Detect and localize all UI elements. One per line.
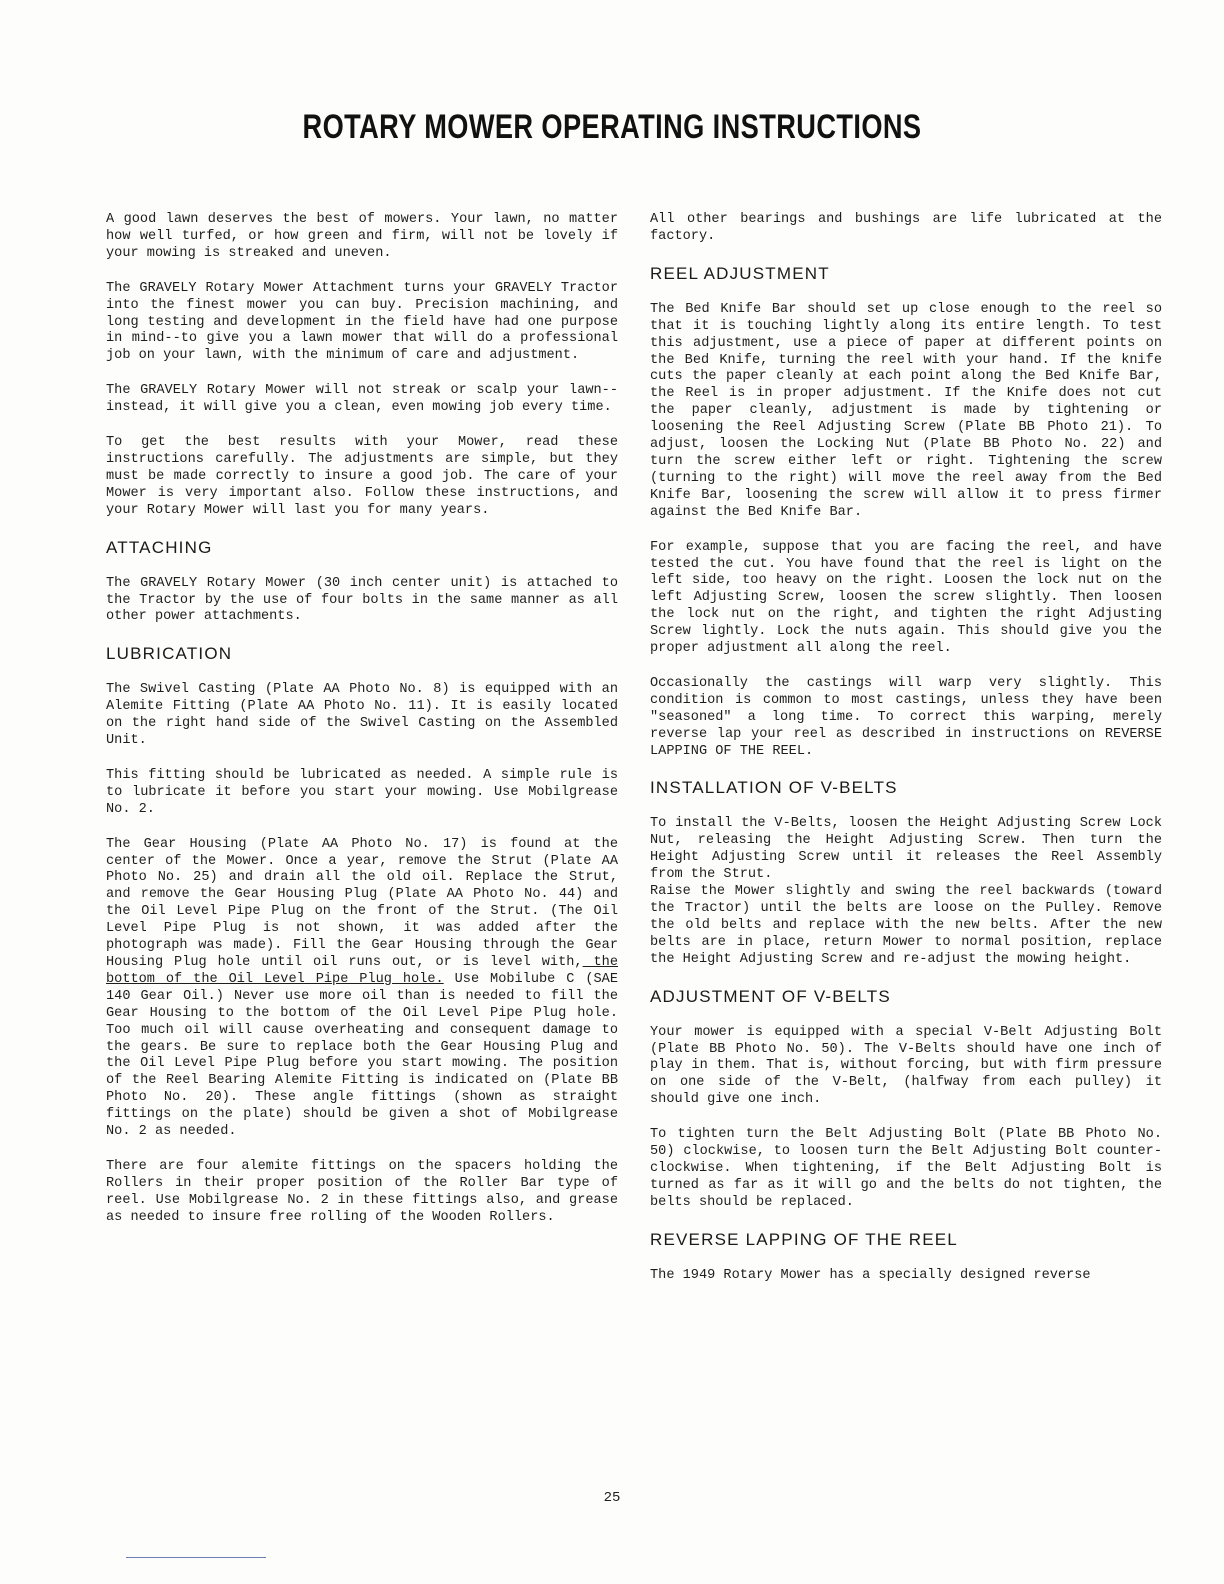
gear-housing-text-continued: Use Mobilube C (SAE 140 Gear Oil.) Never use more oil than is needed to fill the Gear Housing to the bottom of the Oil Level Pipe Plug hole. Too much oil will cause overheating and consequent damage to the gears. Be sure to replace both the Gear Housing Plug and the Oil Level Pipe Plug before you start mowing. The position of the Reel Bearing Alemite Fitting is indicated on (Plate BB Photo No. 20). These angle fittings (shown as straight fittings on the plate) should be given a shot of Mobilgrease No. 2 as needed. [106, 971, 618, 1140]
belt-adjustment-paragraph: Your mower is equipped with a special V-Belt Adjusting Bolt (Plate BB Photo No. 50). The V-Belts should have one inch of play in them. That is, without forcing, but with firm pressure on one side of the V-Belt, (halfway from each pulley) it should give one inch. [650, 1024, 1162, 1108]
lubrication-paragraph: The Swivel Casting (Plate AA Photo No. 8) is equipped with an Alemite Fitting (Plate AA Photo No. 11). It is easily located on the right hand side of the Swivel Casting on the Assembled Unit. [106, 682, 618, 749]
installation-heading: INSTALLATION OF V-BELTS [650, 778, 898, 798]
gear-housing-paragraph [106, 837, 618, 1141]
lubrication-paragraph: This fitting should be lubricated as needed. A simple rule is to lubricate it before you start your mowing. Use Mobilgrease No. 2. [106, 767, 618, 817]
rollers-paragraph: There are four alemite fittings on the spacers holding the Rollers in their proper position of the Roller Bar type of reel. Use Mobilgrease No. 2 in these fittings also, and grease as needed to insure free rolling of the Wooden Rollers. [106, 1158, 618, 1225]
left-column [106, 212, 618, 1245]
gear-housing-underlined-text: the bottom of the Oil Level Pipe Plug hole. [106, 955, 618, 987]
bottom-divider [126, 1557, 266, 1558]
belt-adjustment-heading: ADJUSTMENT OF V-BELTS [650, 986, 891, 1006]
page-number: 25 [603, 1490, 621, 1506]
installation-paragraph: To install the V-Belts, loosen the Height Adjusting Screw Lock Nut, releasing the Height Adjusting Screw. Then turn the Height Adjusting Screw until it releases the Reel Assembly from the Strut. Raise the Mower slightly and swing the reel backwards (toward the Tractor) until the belts are loose on the Pulley. Remove the old belts and replace with the new belts. After the new belts are in place, return Mower to normal position, replace the Height Adjusting Screw and re-adjust the mowing height. [650, 816, 1162, 967]
reel-adjustment-paragraph: Occasionally the castings will warp very slightly. This condition is common to most castings, unless they have been "seasoned" a long time. To correct this warping, merely reverse lap your reel as described in instructions on REVERSE LAPPING OF THE REEL. [650, 675, 1162, 759]
attaching-heading: ATTACHING [106, 537, 213, 557]
page-title: ROTARY MOWER OPERATING INSTRUCTIONS [302, 108, 922, 146]
lubrication-heading: LUBRICATION [106, 644, 233, 664]
reverse-lapping-heading: REVERSE LAPPING OF THE REEL [650, 1229, 958, 1249]
reel-adjustment-paragraph: The Bed Knife Bar should set up close enough to the reel so that it is touching lightly along its entire length. To test this adjustment, use a piece of paper at different points on the Bed Knife, turning the reel with your hand. If the knife cuts the paper cleanly at each point along the Bed Knife Bar, the Reel is in proper adjustment. If the Knife does not cut the paper cleanly, adjustment is made by tightening or loosening the Reel Adjusting Screw (Plate BB Photo 21). To adjust, loosen the Locking Nut (Plate BB Photo No. 22) and turn the screw either left or right. Tightening the screw (turning to the right) will move the reel away from the Bed Knife Bar, loosening the screw will allow it to press firmer against the Bed Knife Bar. [650, 301, 1162, 520]
attaching-paragraph: The GRAVELY Rotary Mower (30 inch center unit) is attached to the Tractor by the use of four bolts in the same manner as all other power attachments. [106, 575, 618, 625]
right-column [650, 212, 1162, 1303]
intro-paragraph: To get the best results with your Mower, read these instructions carefully. The adjustments are simple, but they must be made correctly to insure a good job. The care of your Mower is very important also. Follow these instructions, and your Rotary Mower will last you for many years. [106, 435, 618, 518]
gear-housing-text: The Gear Housing (Plate AA Photo No. 17) is found at the center of the Mower. Once a year, remove the Strut (Plate AA Photo No. 25) and drain all the old oil. Replace the Strut, and remove the Gear Housing Plug (Plate AA Photo No. 44) and the Oil Level Pipe Plug on the front of the Strut. (The Oil Level Pipe Plug is not shown, it was added after the photograph was made). Fill the Gear Housing through the Gear Housing Plug hole until oil runs out, or is level with, [106, 836, 618, 970]
reverse-lapping-paragraph: The 1949 Rotary Mower has a specially designed reverse [650, 1267, 1091, 1283]
intro-paragraph: The GRAVELY Rotary Mower will not streak or scalp your lawn--instead, it will give you a clean, even mowing job every time. [106, 383, 618, 416]
belt-adjustment-paragraph: To tighten turn the Belt Adjusting Bolt (Plate BB Photo No. 50) clockwise, to loosen turn the Belt Adjusting Bolt counter-clockwise. When tightening, if the Belt Adjusting Bolt is turned as far as it will go and the belts do not tighten, the belts should be replaced. [650, 1127, 1162, 1210]
bearings-paragraph: All other bearings and bushings are life lubricated at the factory. [650, 212, 1162, 244]
reel-adjustment-paragraph: For example, suppose that you are facing the reel, and have tested the cut. You have found that the reel is light on the left side, too heavy on the right. Loosen the lock nut on the left Adjusting Screw, loosen the screw slightly. Then loosen the lock nut on the right, and tighten the right Adjusting Screw lightly. Lock the nuts again. This should give you the proper adjustment all along the reel. [650, 539, 1162, 657]
intro-paragraph: A good lawn deserves the best of mowers. Your lawn, no matter how well turfed, or how green and firm, will not be lovely if your mowing is streaked and uneven. [106, 212, 618, 261]
intro-paragraph: The GRAVELY Rotary Mower Attachment turns your GRAVELY Tractor into the finest mower you can buy. Precision machining, and long testing and development in the field have had one purpose in mind--to give you a lawn mower that will do a professional job on your lawn, with the minimum of care and adjustment. [106, 280, 618, 364]
reel-adjustment-heading: REEL ADJUSTMENT [650, 263, 830, 283]
